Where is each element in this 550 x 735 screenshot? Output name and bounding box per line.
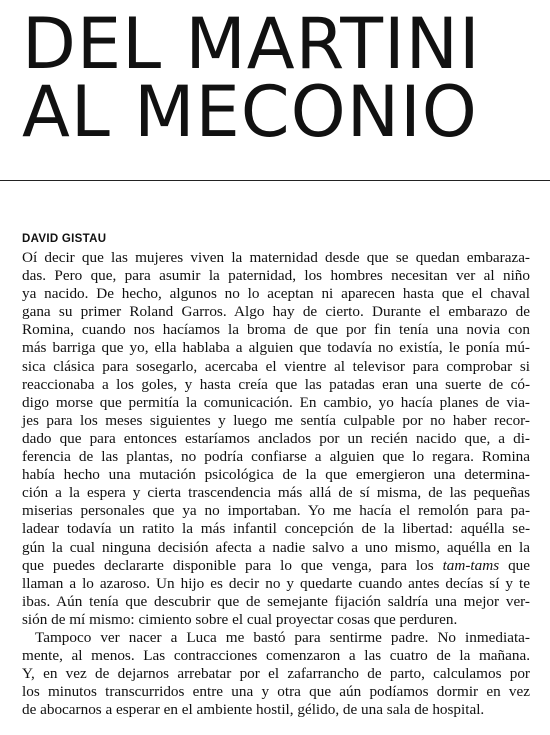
article-line: gana su primer Roland Garros. Algo hay de cierto. Durante el embarazo de [22,303,530,321]
article-line: llaman a lo azaroso. Un hijo es decir no y quedarte cuando antes decías sí y te [22,574,530,592]
header-divider [0,180,550,181]
article-line: había hecho una mutación psicológica de la que emergieron una determina- [22,466,530,484]
article-line: más barriga que yo, ella hablaba a alguien que todavía no existía, le ponía mú- [22,339,530,357]
article-line [22,557,530,575]
article-line: digo morse que permitía la comunicación. En cambio, yo hacía planes de via- [22,393,530,411]
article-line: Oí decir que las mujeres viven la maternidad desde que se quedan embaraza- [22,249,530,266]
article-line: mente, al menos. Las contracciones comenzaron a las cuatro de la mañana. [22,647,530,665]
article-line: sica clásica para sosegarlo, acercaba el vientre al televisor para comprobar si [22,357,530,375]
article-line: Y, en vez de dejarnos arrebatar por el zafarrancho de parto, calculamos por [22,665,530,683]
italic-term: tam-tams [442,556,500,574]
article-line: sión de mí mismo: cimiento sobre el cual proyectar cosas que perduren. [22,610,458,628]
article-line: ladear todavía un ratito la más infantil concepción de la libertad: aquélla se- [22,520,530,538]
article-line: ción a la espera y cierta trascendencia más allá de sí misma, de las pequeñas [22,484,530,502]
article-line-text: que [499,556,530,574]
article-line: ya nacido. De hecho, algunos no lo aceptan ni aparecen hasta que el chaval [22,285,530,303]
article-body [22,249,530,719]
headline [22,3,481,153]
author-byline: DAVID GISTAU [22,233,107,245]
article-line: Romina, cuando nos hacíamos la broma de que por fin tenía una novia con [22,321,530,339]
headline-line-1: DEL MARTINI [22,3,481,85]
article-line: de abocarnos a esperar en el ambiente hostil, gélido, de una sala de hospital. [22,701,485,719]
article-line: gún la cual ninguna decisión afecta a nadie salvo a uno mismo, aquélla en la [22,538,530,556]
article-line: ferencia de las plantas, no podría confiarse a alguien que lo regara. Romina [22,448,530,466]
article-line-text: que puedes declararte disponible para lo que venga, para los [22,556,443,574]
article-line: miserias personales que ya no importaban. Yo me hacía el remolón para pa- [22,502,530,520]
article-line: Tampoco ver nacer a Luca me bastó para sentirme padre. No inmediata- [35,628,530,646]
article-line: ibas. Aún tenía que descubrir que de semejante fijación saldría una mejor ver- [22,592,530,610]
article-line: jes para los meses siguientes y luego me sentía culpable por no haber recor- [22,411,530,429]
headline-line-2: AL MECONIO [22,71,478,153]
article-line: reaccionaba a los goles, y hasta creía que las patadas eran una suerte de có- [22,375,530,393]
article-line: dado que para entonces estaríamos anclados por un recién nacido que, a di- [22,429,530,447]
article-line: das. Pero que, para asumir la paternidad, los hombres necesitan ver al niño [22,267,530,285]
article-line: los minutos transcurridos entre una y otra que aún podíamos dormir en vez [22,683,530,701]
